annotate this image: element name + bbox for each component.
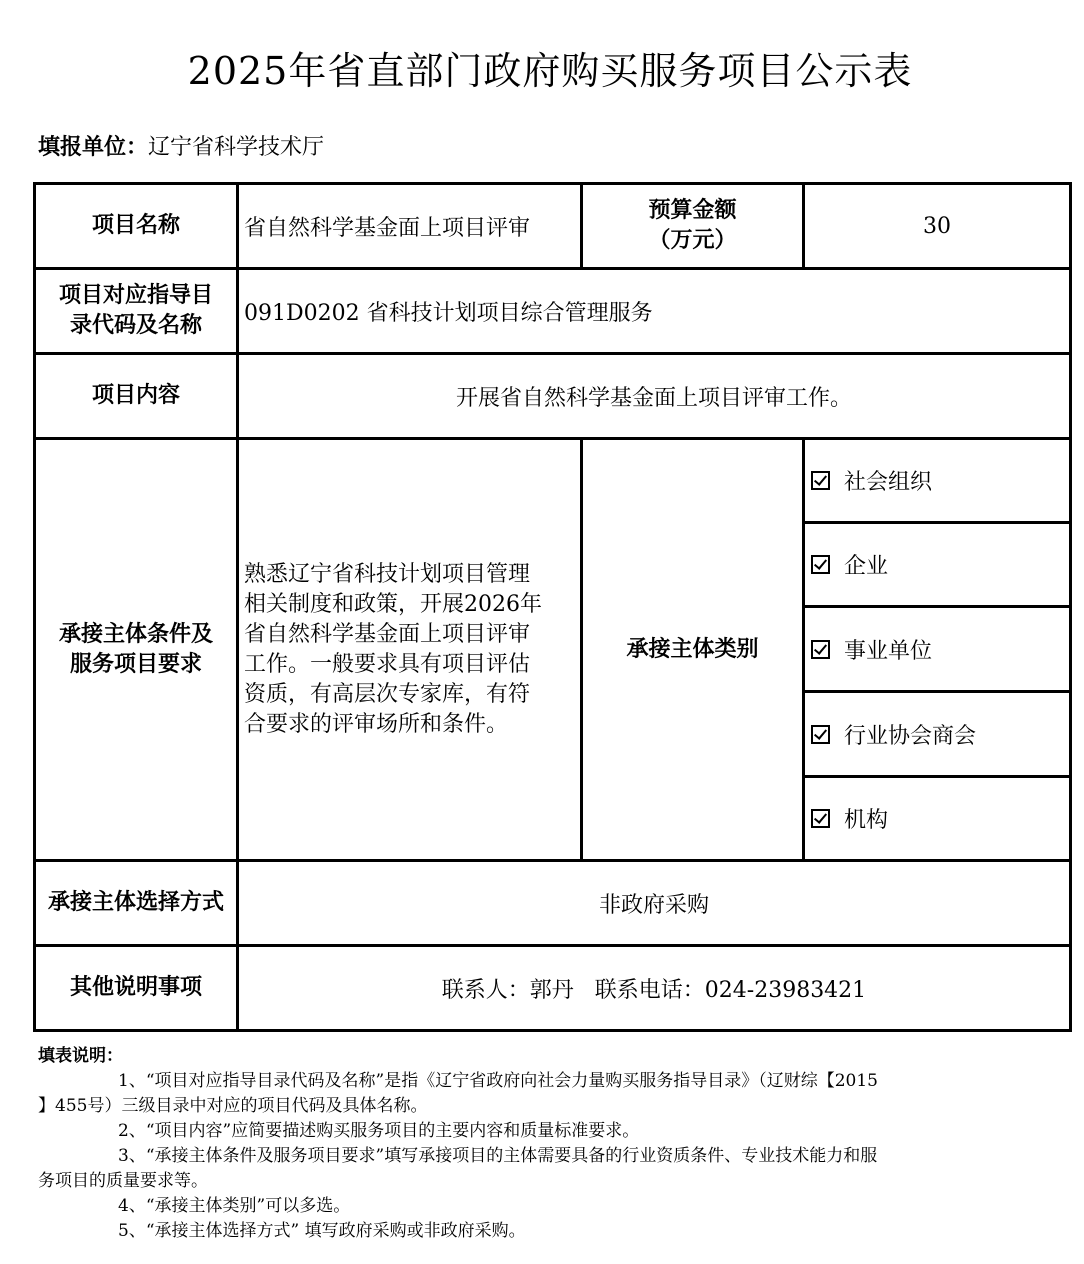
filling-instructions [38, 1044, 1068, 1244]
requirements-line: 合要求的评审场所和条件。 [244, 711, 509, 737]
requirements-label-line1: 承接主体条件及 [58, 621, 213, 647]
reporting-unit-label: 填报单位： [38, 135, 149, 160]
entity-type-option[interactable] [804, 777, 1071, 861]
requirements-label-line2: 服务项目要求 [69, 651, 202, 677]
requirements-value [238, 439, 582, 861]
checked-checkbox-icon[interactable] [811, 809, 830, 828]
entity-type-option[interactable] [804, 439, 1071, 523]
project-name-value: 省自然科学基金面上项目评审 [238, 184, 582, 269]
requirements-line: 熟悉辽宁省科技计划项目管理 [244, 561, 531, 587]
instructions-heading: 填表说明： [38, 1046, 123, 1066]
catalog-label-line2: 录代码及名称 [69, 313, 202, 338]
catalog-value: 091D0202 省科技计划项目综合管理服务 [238, 269, 1071, 354]
selection-method-label: 承接主体选择方式 [35, 861, 238, 946]
budget-label [582, 184, 804, 269]
catalog-label-line1: 项目对应指导目 [58, 283, 213, 308]
other-notes-value: 联系人：郭丹 联系电话：024-23983421 [238, 946, 1071, 1031]
instruction-item-cont: 】455号）三级目录中对应的项目代码及具体名称。 [38, 1096, 428, 1116]
requirements-line: 相关制度和政策，开展2026年 [244, 591, 542, 617]
entity-type-option[interactable] [804, 523, 1071, 607]
requirements-line: 资质，有高层次专家库，有符 [244, 681, 531, 707]
instruction-item: 1、“项目对应指导目录代码及名称”是指《辽宁省政府向社会力量购买服务指导目录》（辽财综【2015 [118, 1071, 878, 1091]
requirements-label [35, 439, 238, 861]
entity-type-option[interactable] [804, 692, 1071, 777]
content-value: 开展省自然科学基金面上项目评审工作。 [238, 354, 1071, 439]
checked-checkbox-icon[interactable] [811, 555, 830, 574]
project-name-label: 项目名称 [35, 184, 238, 269]
catalog-label [35, 269, 238, 354]
entity-type-text: 事业单位 [844, 638, 933, 664]
entity-type-text: 机构 [844, 808, 889, 833]
budget-label-line2: （万元） [648, 228, 737, 253]
reporting-unit-value: 辽宁省科学技术厅 [148, 135, 325, 160]
project-table [33, 182, 1072, 1032]
instruction-item: 4、“承接主体类别”可以多选。 [118, 1196, 351, 1216]
entity-type-text: 企业 [844, 554, 889, 579]
entity-type-label: 承接主体类别 [582, 439, 804, 861]
entity-type-text: 行业协会商会 [844, 723, 977, 749]
instruction-item-cont: 务项目的质量要求等。 [38, 1171, 208, 1191]
instruction-item: 5、“承接主体选择方式” 填写政府采购或非政府采购。 [118, 1221, 526, 1241]
checked-checkbox-icon[interactable] [811, 640, 830, 659]
instruction-item: 3、“承接主体条件及服务项目要求”填写承接项目的主体需要具备的行业资质条件、专业技术能力和服 [118, 1146, 878, 1166]
other-notes-label: 其他说明事项 [35, 946, 238, 1031]
reporting-unit [38, 130, 324, 161]
budget-value: 30 [804, 184, 1071, 269]
selection-method-value: 非政府采购 [238, 861, 1071, 946]
entity-type-option[interactable] [804, 607, 1071, 692]
entity-type-text: 社会组织 [844, 470, 933, 495]
page-title: 2025年省直部门政府购买服务项目公示表 [187, 49, 913, 93]
requirements-line: 省自然科学基金面上项目评审 [244, 621, 531, 647]
checked-checkbox-icon[interactable] [811, 471, 830, 490]
content-label: 项目内容 [35, 354, 238, 439]
budget-label-line1: 预算金额 [648, 198, 737, 223]
instruction-item: 2、“项目内容”应简要描述购买服务项目的主要内容和质量标准要求。 [118, 1121, 640, 1141]
checked-checkbox-icon[interactable] [811, 725, 830, 744]
requirements-line: 工作。一般要求具有项目评估 [244, 651, 531, 677]
